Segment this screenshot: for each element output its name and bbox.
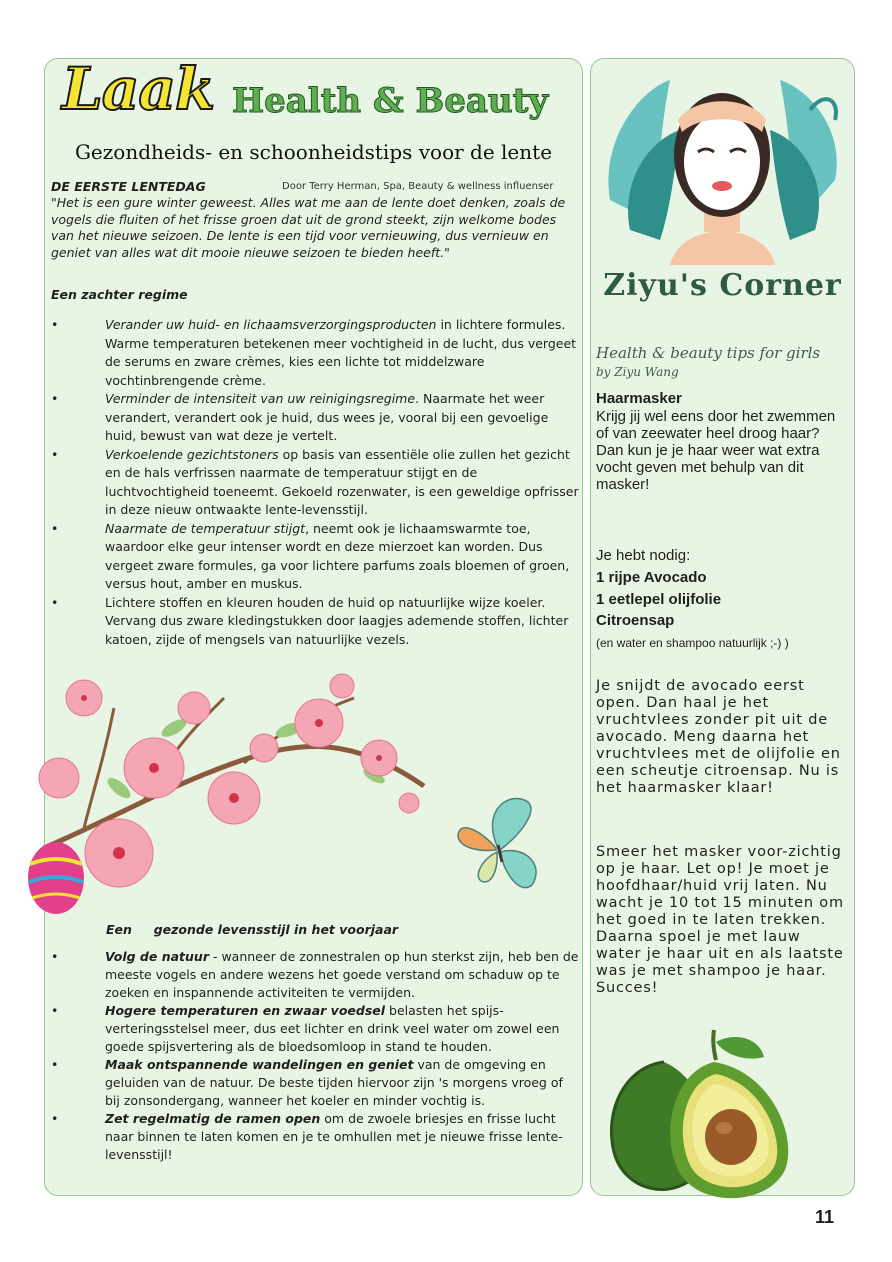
list-item bbox=[51, 948, 579, 1002]
tip-lead: Verander uw huid- en lichaamsverzorgingsproducten bbox=[105, 317, 437, 332]
butterfly-icon bbox=[450, 790, 550, 900]
tip-text: . Naarmate het weer verandert, verandert ook je huid, dus wees je, vooral bij een gevoelige huid, bewust van wat deze je vertelt. bbox=[105, 391, 549, 443]
list-item bbox=[51, 594, 579, 650]
sidebar-author: by Ziyu Wang bbox=[596, 365, 679, 379]
sidebar-title: Ziyu's Corner bbox=[603, 268, 842, 303]
subheading-word: Een bbox=[106, 922, 132, 937]
ingredient-item: 1 eetlepel olijfolie bbox=[596, 591, 722, 608]
bullet-dot: • bbox=[51, 1111, 59, 1126]
recipe-title: Haarmasker bbox=[596, 390, 682, 407]
bullet-dot: • bbox=[51, 594, 59, 610]
needs-label: Je hebt nodig: bbox=[596, 547, 691, 564]
logo-health-beauty: Health & Beauty bbox=[232, 81, 549, 121]
subheading-word: gezonde bbox=[153, 922, 214, 937]
list-item bbox=[51, 1002, 579, 1056]
tip-lead: Naarmate de temperatuur stijgt bbox=[105, 520, 306, 536]
tip-text: in lichtere formules. Warme temperaturen betekenen meer vochtigheid in de lucht, dus vergeet de serums en zware crèmes, kies een lichte tot middelzware vochtinbrengende crème. bbox=[105, 317, 577, 388]
article-subtitle: Gezondheids- en schoonheidstips voor de lente bbox=[74, 140, 553, 164]
tip-text: op basis van essentiële olie zullen het gezicht en de hals verfrissen naarmate de temperatuur stijgt en de luchtvochtigheid toeneemt. Gekoeld rozenwater, is een geweldige opfrisser in deze nieuw ontwaakte lente-levensstijl. bbox=[105, 446, 579, 517]
tip-lead: Volg de natuur bbox=[105, 949, 209, 964]
tip-text: van de omgeving en geluiden van de natuur. De beste tijden hiervoor zijn 's morgens vroeg of bij zonsondergang, wanneer het koeler en minder vochtig is. bbox=[105, 1057, 563, 1108]
sidebar-subtitle: Health & beauty tips for girls bbox=[596, 344, 821, 362]
tip-text: belasten het spijs-verteringsstelsel meer, dus eet lichter en drink veel water om zowel een goede spijsvertering als de bloedsomloop in stand te houden. bbox=[105, 1003, 560, 1054]
subheading-word: levensstijl in het voorjaar bbox=[217, 922, 399, 937]
tip-lead: Verminder de intensiteit van uw reinigingsregime bbox=[105, 391, 416, 406]
list-item bbox=[51, 1110, 579, 1164]
tip-lead: Hogere temperaturen en zwaar voedsel bbox=[105, 1003, 386, 1018]
tip-lead: Verkoelende gezichtstoners bbox=[105, 446, 279, 462]
bullet-dot: • bbox=[51, 446, 59, 462]
tip-text: om de zwoele briesjes en frisse lucht naar binnen te laten komen en je te omhullen met je nieuwe frisse lente-levensstijl! bbox=[105, 1111, 563, 1162]
logo-laak: Laak bbox=[62, 55, 215, 123]
bullet-dot: • bbox=[51, 317, 59, 332]
bullet-dot: • bbox=[51, 391, 59, 406]
section-title: DE EERSTE LENTEDAG bbox=[51, 179, 206, 194]
tips-list-1 bbox=[51, 316, 579, 649]
ingredient-item: 1 rijpe Avocado bbox=[596, 569, 707, 586]
bullet-dot: • bbox=[51, 1057, 59, 1072]
tip-lead: Zet regelmatig de ramen open bbox=[105, 1111, 321, 1126]
bullet-dot: • bbox=[51, 949, 59, 964]
ingredient-item: Citroensap bbox=[596, 612, 675, 629]
list-item bbox=[51, 446, 579, 520]
avocado-illustration bbox=[604, 1022, 804, 1212]
tip-text: - wanneer de zonnestralen op hun sterkst zijn, heb ben de meeste vogels en andere wezens het goede verstand om schaduw op te zoeken en inspannende activiteiten te vermijden. bbox=[105, 949, 579, 1000]
list-item bbox=[51, 1056, 579, 1110]
subheading-healthy-lifestyle bbox=[106, 922, 398, 937]
list-item bbox=[51, 520, 579, 594]
page-number: 11 bbox=[815, 1207, 835, 1227]
easter-egg-icon bbox=[28, 842, 84, 914]
bullet-dot: • bbox=[51, 1003, 59, 1018]
subheading-gentler-regime: Een zachter regime bbox=[51, 287, 188, 302]
blossom-branch-illustration bbox=[24, 668, 444, 918]
tip-text: Lichtere stoffen en kleuren houden de huid op natuurlijke wijze koeler. Vervang dus zware kledingstukken door laagjes ademende stoffen, lichter katoen, zijde of mengsels van natuurlijke vezels. bbox=[105, 594, 569, 647]
tip-text: , neemt ook je lichaamswarmte toe, waardoor elke geur intenser wordt en deze mierzoet kan worden. Dus vergeet zware formules, ga voor lichtere parfums zoals bloemen of groen, versus hout, amber en muskus. bbox=[105, 520, 570, 591]
recipe-steps-1: Je snijdt de avocado eerst open. Dan haal je het vruchtvlees zonder pit uit de avocado. Meng daarna het vruchtvlees met de olijfolie en een scheutje citroensap. Nu is het haarmasker klaar! bbox=[596, 678, 841, 796]
tip-lead: Maak ontspannende wandelingen en geniet bbox=[105, 1057, 414, 1072]
face-mask-girl-illustration bbox=[600, 60, 845, 265]
list-item bbox=[51, 316, 579, 390]
list-item bbox=[51, 390, 579, 446]
ingredients-note: (en water en shampoo natuurlijk ;-) ) bbox=[596, 636, 789, 650]
bullet-dot: • bbox=[51, 520, 59, 536]
recipe-intro: Krijg jij wel eens door het zwemmen of van zeewater heel droog haar? Dan kun je je haar weer wat extra vocht geven met behulp van dit masker! bbox=[596, 408, 836, 493]
intro-quote: "Het is een gure winter geweest. Alles wat me aan de lente doet denken, zoals de vogels die fluiten of het frisse groen dat uit de grond steekt, zijn welkome bodes van het nieuwe seizoen. De lente is een tijd voor vernieuwing, dus vernieuw en geniet van alles wat dit mooie nieuwe seizoen te bieden heeft." bbox=[51, 195, 566, 260]
byline: Door Terry Herman, Spa, Beauty & wellness influenser bbox=[282, 181, 554, 192]
tips-list-2 bbox=[51, 948, 579, 1164]
recipe-steps-2: Smeer het masker voor-zichtig op je haar. Let op! Je moet je hoofdhaar/huid vrij laten. Nu wacht je 10 tot 15 minuten om het goed in te laten trekken. Daarna spoel je met lauw water je haar uit en als laatste was je met shampoo je haar. Succes! bbox=[596, 844, 844, 996]
